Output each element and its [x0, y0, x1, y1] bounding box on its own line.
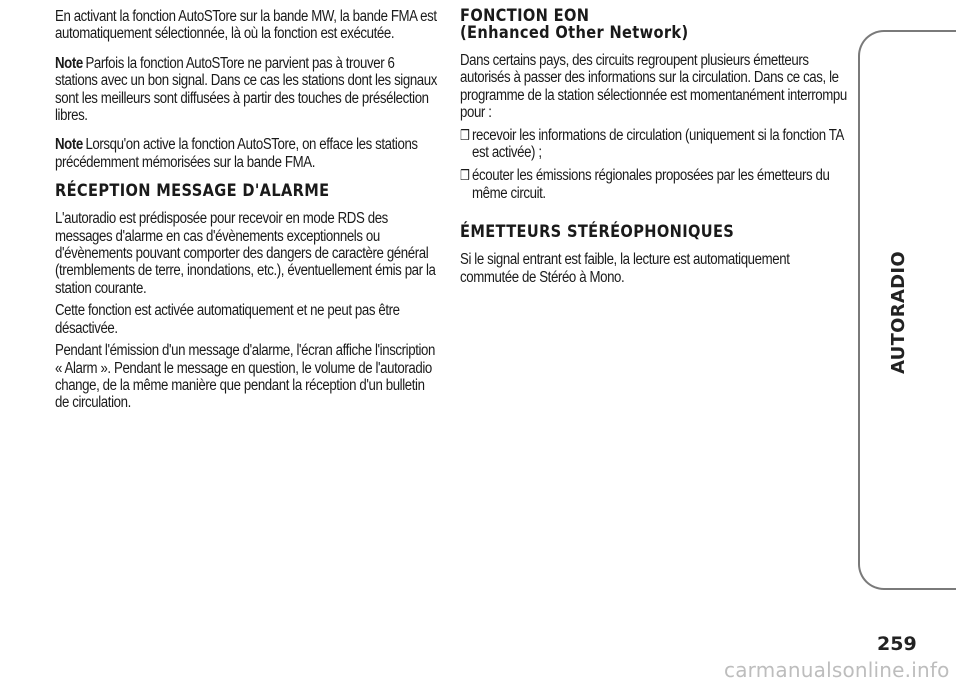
list-item-text: recevoir les informations de circulation (uniquement si la fonction TA est activée) ;: [472, 126, 844, 162]
stereo-paragraph: Si le signal entrant est faible, la lecture est automatiquement commutée de Stéréo à Mono.: [460, 251, 790, 286]
eon-paragraph: Dans certains pays, des circuits regroupent plusieurs émetteurs autorisés à passer des informations sur la circulation. Dans ce cas, le programme de la station sélectionnée est momentanément interrompu pour :: [460, 52, 847, 122]
heading-eon: [460, 8, 849, 42]
watermark: carmanualsonline.info: [724, 658, 950, 682]
heading-eon-line1: FONCTION EON: [460, 6, 590, 26]
note-text: Parfois la fonction AutoSTore ne parvient pas à trouver 6 stations avec un bon signal. Dans ce cas les stations dont les signaux sont les meilleurs sont diffusées à partir des touches de présélection libres.: [55, 54, 438, 125]
list-item: [460, 167, 849, 202]
checkbox-bullet-icon: ❒: [460, 126, 470, 143]
checkbox-bullet-icon: ❒: [460, 167, 470, 184]
note-autostore-erase: [55, 136, 438, 171]
alarm-paragraph: Cette fonction est activée automatiquement et ne peut pas être désactivée.: [55, 302, 400, 337]
alarm-paragraph: Pendant l'émission d'un message d'alarme, l'écran affiche l'inscription « Alarm ». Pendant le message en question, le volume de l'autoradio change, de la même manière que pendant la réception d'un bulletin de circulation.: [55, 342, 436, 412]
intro-paragraph: En activant la fonction AutoSTore sur la bande MW, la bande FMA est automatiquement sélectionnée, là où la fonction est exécutée.: [55, 8, 437, 43]
section-tab-label: AUTORADIO: [888, 250, 909, 374]
list-item: [460, 127, 849, 162]
heading-eon-line2: (Enhanced Other Network): [460, 23, 689, 43]
heading-alarm-reception: RÉCEPTION MESSAGE D'ALARME: [55, 181, 330, 202]
list-item-text: écouter les émissions régionales proposées par les émetteurs du même circuit.: [472, 167, 830, 202]
note-text: Lorsqu'on active la fonction AutoSTore, on efface les stations précédemment mémorisées sur la bande FMA.: [55, 136, 418, 171]
alarm-paragraph: L'autoradio est prédisposée pour recevoir en mode RDS des messages d'alarme en cas d'évènements exceptionnels ou d'évènements pouvant comporter des dangers de caractère général (tremblements de terre, inondations, etc.), éventuellement émis par la station courante.: [55, 210, 436, 297]
right-column: [460, 8, 849, 298]
left-column: [55, 8, 438, 417]
note-label: Note: [55, 54, 83, 72]
page-number: 259: [877, 633, 917, 655]
note-label: Note: [55, 136, 83, 154]
heading-stereo-transmitters: ÉMETTEURS STÉRÉOPHONIQUES: [460, 222, 735, 243]
note-autostore-signal: [55, 55, 438, 125]
